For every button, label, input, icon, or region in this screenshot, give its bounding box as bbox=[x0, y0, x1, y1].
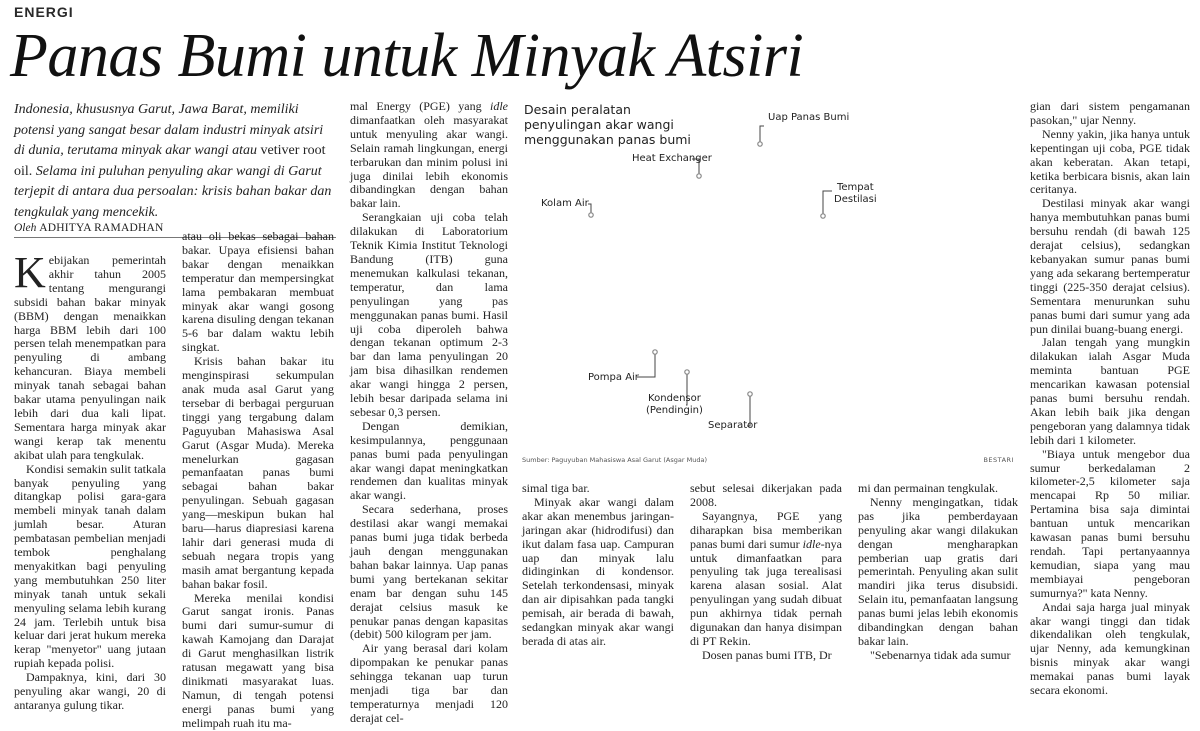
text-column-3 bbox=[350, 99, 508, 725]
col2-paragraph-2: Krisis bahan bakar itu menginspirasi sekumpulan anak muda asal Garut yang tersebar di berbagai perguruan tinggi yang tergabung dalam Paguyuban Mahasiswa Asal Garut (Asgar Muda). Mereka menelurkan gagasan pemanfaatan panas bumi sebagai bahan bakar penyulingan. Sebuah gagasan yang—meskipun bukan hal baru—harus diapresiasi karena lahir dari generasi muda di sebuah negara tropis yang masih amat bergantung kepada bahan bakar fosil. bbox=[182, 354, 334, 591]
col7-paragraph-4: Jalan tengah yang mungkin dilakukan ialah Asgar Muda meminta bantuan PGE mencarikan kawasan potensial panas bumi bersuhu rendah. Akan lebih baik jika dengan pengeboran yang dalamnya tidak lebih dari 1 kilometer. bbox=[1030, 335, 1190, 447]
label-uap-panas-bumi: Uap Panas Bumi bbox=[768, 112, 850, 123]
col7-paragraph-1: gian dari sistem pengamanan pasokan," ujar Nenny. bbox=[1030, 99, 1190, 127]
col6-paragraph-3: "Sebenarnya tidak ada sumur bbox=[870, 647, 1011, 662]
section-rubric: ENERGI bbox=[14, 4, 74, 20]
byline-author: ADHITYA RAMADHAN bbox=[39, 222, 164, 234]
drop-cap: K bbox=[14, 248, 46, 297]
col3-p1-italic: idle bbox=[490, 99, 508, 113]
col6-paragraph-2: Nenny mengingatkan, tidak pas jika pemberdayaan penyuling akar wangi dilakukan dengan mengharapkan pemberian uap gratis dari pemerintah. Penyuling akan sulit mandiri jika terus disubsidi. Selain itu, pemanfaatan langsung panas bumi jelas lebih ekonomis dibandingkan dengan bahan bakar lain. bbox=[858, 494, 1018, 648]
infographic-leader-lines bbox=[518, 96, 1018, 468]
leader-uap-panas-bumi bbox=[760, 126, 764, 143]
col2-paragraph-1: atau oli bekas sebagai bahan bakar. Upaya efisiensi bahan bakar dengan menaikkan temperatur dan mempersingkat lama pembakaran membuat minyak akar wangi gosong karena disuling dengan tekanan 5-6 bar dalam waktu lebih singkat. bbox=[182, 229, 334, 355]
col6-paragraph-1: mi dan permainan tengkulak. bbox=[858, 481, 998, 495]
col2-paragraph-3: Mereka menilai kondisi Garut sangat ironis. Panas bumi dari sumur-sumur di kawah Kamojang dan Darajat di Garut menghasilkan listrik ratusan megawatt yang bisa dinikmati masyarakat luas. Namun, di tengah potensi energi panas bumi yang melimpah ruah itu ma- bbox=[182, 590, 334, 730]
label-pompa-air: Pompa Air bbox=[588, 372, 639, 383]
label-heat-exchanger: Heat Exchanger bbox=[632, 153, 712, 164]
text-column-6 bbox=[858, 481, 1018, 662]
label-kolam-air: Kolam Air bbox=[541, 198, 589, 209]
col3-paragraph-2: Serangkaian uji coba telah dilakukan di Laboratorium Teknik Kimia Institut Teknologi Bandung (ITB) guna menemukan kalkulasi tekanan, temperatur, dan lama penyulingan yang pas menggunakan panas bumi. Hasil uji coba diperoleh bahwa dengan tekanan optimum 2-3 bar dan lama penyulingan 20 jam bisa dihasilkan rendemen akar wangi hingga 2 persen, lebih besar daripada selama ini sebesar 0,3 persen. bbox=[350, 210, 508, 419]
col3-p1-a: mal Energy (PGE) yang bbox=[350, 99, 490, 113]
leader-pompa-air bbox=[637, 353, 655, 377]
col1-paragraph-2: Kondisi semakin sulit tatkala banyak penyuling yang ditangkap polisi gara-gara membeli minyak tanah dalam jumlah besar. Aturan pembatasan pembelian menjadi tembok penghalang menyakitkan bagi penyuling yang membutuhkan 250 liter minyak tanah untuk sekali menyuling selama lebih kurang 24 jam. Terlebih untuk bisa keluar dari jerat hukum mereka kerap "menyetor" uang jutaan rupiah kepada polisi. bbox=[14, 461, 166, 671]
col7-paragraph-6: Andai saja harga jual minyak akar wangi tinggi dan tidak dikendalikan oleh tengkulak, ujar Nenny, ada kemungkinan bisnis minyak akar wangi memakai panas bumi layak secara ekonomi. bbox=[1030, 599, 1190, 698]
col3-paragraph-4: Secara sederhana, proses destilasi akar wangi memakai panas bumi juga tidak berbeda jauh dengan menggunakan bahan bakar lainnya. Uap panas bumi yang bertekanan sekitar enam bar dengan suhu 145 derajat celsius masuk ke penukar panas dengan kapasitas (debit) 500 kilogram per jam. bbox=[350, 502, 508, 642]
col4-paragraph-2: Minyak akar wangi dalam akar akan menembus jaringan-jaringan akar (hidrodifusi) dan ikut dalam fasa uap. Campuran uap dan minyak lalu didinginkan di kondensor. Setelah terkondensasi, minyak dan air dipisahkan pada tangki pemisah, air berada di bawah, sedangkan minyak akar wangi berada di atas air. bbox=[522, 494, 674, 648]
infographic-source: Sumber: Paguyuban Mahasiswa Asal Garut (Asgar Muda) bbox=[522, 456, 707, 464]
marker-kolam-air bbox=[589, 213, 593, 217]
headline: Panas Bumi untuk Minyak Atsiri bbox=[10, 22, 804, 90]
marker-uap-panas-bumi bbox=[758, 142, 762, 146]
lead-part-1: Indonesia, khususnya Garut, Jawa Barat, memiliki potensi yang sangat besar dalam industri minyak atsiri di dunia, terutama minyak akar wangi atau bbox=[14, 102, 324, 158]
col3-p1-b: dimanfaatkan oleh masyarakat untuk menyuling akar wangi. Selain ramah lingkungan, energi terbarukan dan minim polusi ini juga dinilai lebih ekonomis dibandingkan dengan bahan bakar lain. bbox=[350, 112, 508, 211]
text-column-2 bbox=[182, 229, 334, 730]
col5-paragraph-2 bbox=[690, 510, 842, 649]
col7-paragraph-2: Nenny yakin, jika hanya untuk kepentingan uji coba, PGE tidak akan keberatan. Akan tetapi, ketika berbicara bisnis, akan lain ceritanya. bbox=[1030, 126, 1190, 197]
text-column-4 bbox=[522, 481, 674, 648]
col5-paragraph-3: Dosen panas bumi ITB, Dr bbox=[702, 647, 832, 662]
text-column-1 bbox=[14, 248, 166, 712]
col3-paragraph-1 bbox=[350, 100, 508, 211]
lead-paragraph bbox=[14, 100, 336, 223]
marker-pompa-air bbox=[653, 350, 657, 354]
col5-p2-italic: idle bbox=[802, 536, 821, 551]
marker-heat-exchanger bbox=[697, 174, 701, 178]
infographic bbox=[518, 96, 1018, 468]
label-kondensor: Kondensor (Pendingin) bbox=[646, 393, 703, 416]
leader-tempat-destilasi bbox=[823, 191, 832, 215]
col7-paragraph-5: "Biaya untuk mengebor dua sumur berkedalaman 2 kilometer-2,5 kilometer saja mencapai Rp 50 miliar. Pertamina bisa saja dimintai bantuan untuk mencarikan kawasan panas bumi bersuhu rendah. Tapi pertanyaannya kemudian, siapa yang mau membiayai pengeboran sumurnya?" kata Nenny. bbox=[1030, 446, 1190, 600]
byline-prefix: Oleh bbox=[14, 222, 37, 234]
col1-paragraph-3: Dampaknya, kini, dari 30 penyuling akar wangi, 20 di antaranya gulung tikar. bbox=[14, 670, 166, 712]
col5-p2-b: -nya untuk dimanfaatkan para penyuling tak juga terealisasi karena alasan sosial. Alat penyulingan yang sudah dibuat pun akhirnya tidak pernah digunakan dan hanya disimpan di PT Rekin. bbox=[690, 536, 842, 648]
label-separator: Separator bbox=[708, 420, 758, 431]
lead-part-2: Selama ini puluhan penyuling akar wangi di Garut terjepit di antara dua persoalan: krisis bahan bakar dan tengkulak yang mencekik. bbox=[14, 163, 332, 220]
col7-paragraph-3: Destilasi minyak akar wangi hanya membutuhkan panas bumi bersuhu rendah (di bawah 125 derajat celsius), sedangkan kebanyakan sumur panas bumi yang ada sekarang bertemperatur tinggi (225-350 derajat celsius). Sementara menurunkan suhu panas bumi dari sumur yang ada pun dinilai buang-buang energi. bbox=[1030, 196, 1190, 336]
col5-p2-a: Sayangnya, PGE yang diharapkan bisa memberikan panas bumi dari sumur bbox=[690, 508, 842, 551]
infographic-credit: BESTARI bbox=[983, 456, 1014, 464]
text-column-5 bbox=[690, 481, 842, 662]
marker-kondensor bbox=[685, 370, 689, 374]
col4-paragraph-1: simal tiga bar. bbox=[522, 481, 590, 495]
col3-paragraph-3: Dengan demikian, kesimpulannya, penggunaan panas bumi pada penyulingan akar wangi dapat meningkatkan rendemen dan kualitas minyak akar wangi. bbox=[350, 418, 508, 503]
col1-paragraph-1: ebijakan pemerintah akhir tahun 2005 tentang mengurangi subsidi bahan bakar minyak (BBM) dengan menaikkan harga BBM lebih dari 100 persen telah menempatkan para penyuling di ambang kehancuran. Biaya membeli minyak tanah sebagai bahan bakar utama penyulingan naik lebih dari dua kali lipat. Sementara harga minyak akar wangi kerap tak menentu akibat ulah para tengkulak. bbox=[14, 253, 166, 462]
col5-paragraph-1: sebut selesai dikerjakan pada 2008. bbox=[690, 481, 842, 509]
text-column-7 bbox=[1030, 99, 1190, 698]
marker-separator bbox=[748, 392, 752, 396]
col3-paragraph-5: Air yang berasal dari kolam dipompakan ke penukar panas sehingga tekanan uap turun menjadi tiga bar dan temperaturnya menjadi 120 derajat cel- bbox=[350, 641, 508, 725]
label-tempat-destilasi: Tempat Destilasi bbox=[834, 182, 877, 205]
infographic-title: Desain peralatan penyulingan akar wangi menggunakan panas bumi bbox=[524, 102, 691, 147]
marker-tempat-destilasi bbox=[821, 214, 825, 218]
lead-roman: vetiver root oil. bbox=[14, 143, 326, 179]
